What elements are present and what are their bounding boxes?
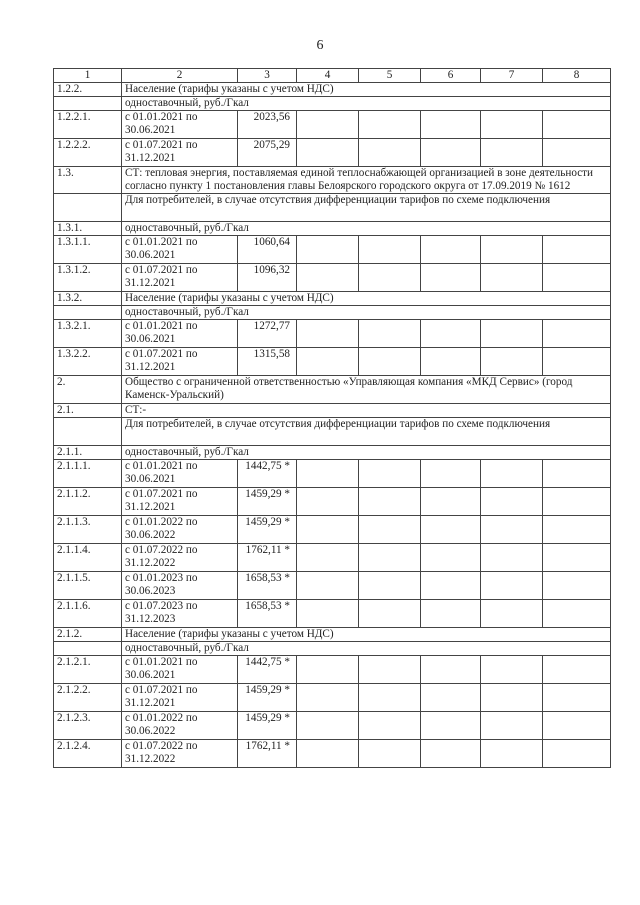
empty-cell	[421, 320, 481, 348]
empty-cell	[543, 740, 611, 768]
empty-cell	[543, 264, 611, 292]
empty-cell	[421, 348, 481, 376]
empty-cell	[421, 712, 481, 740]
section-text: СТ:-	[122, 404, 611, 418]
tariff-value: 1315,58	[238, 348, 297, 376]
empty-cell	[359, 516, 421, 544]
section-text: Для потребителей, в случае отсутствия дифференциации тарифов по схеме подключения	[122, 194, 611, 222]
tariff-value: 1762,11 *	[238, 544, 297, 572]
section-text: Для потребителей, в случае отсутствия дифференциации тарифов по схеме подключения	[122, 418, 611, 446]
tariff-value: 1459,29 *	[238, 684, 297, 712]
section-text: Общество с ограниченной ответственностью «Управляющая компания «МКД Сервис» (город Каменск-Уральский)	[122, 376, 611, 404]
empty-cell	[543, 320, 611, 348]
row-code: 2.1.1.3.	[54, 516, 122, 544]
tariff-value: 1442,75 *	[238, 656, 297, 684]
empty-cell	[543, 488, 611, 516]
empty-cell	[421, 572, 481, 600]
empty-cell	[481, 600, 543, 628]
empty-cell	[481, 348, 543, 376]
row-code: 2.1.1.	[54, 446, 122, 460]
row-code: 1.3.2.2.	[54, 348, 122, 376]
period-cell: с 01.07.2023 по 31.12.2023	[122, 600, 238, 628]
empty-cell	[543, 712, 611, 740]
section-row	[54, 418, 611, 446]
period-cell: с 01.07.2022 по 31.12.2022	[122, 740, 238, 768]
empty-cell	[543, 544, 611, 572]
empty-cell	[481, 236, 543, 264]
period-cell: с 01.07.2021 по 31.12.2021	[122, 139, 238, 167]
section-text: СТ: тепловая энергия, поставляемая единой теплоснабжающей организацией в зоне деятельности согласно пункту 1 постановления главы Белоярского городского округа от 17.09.2019 № 1612	[122, 167, 611, 194]
table-row	[54, 460, 611, 488]
period-cell: с 01.07.2021 по 31.12.2021	[122, 348, 238, 376]
empty-cell	[543, 348, 611, 376]
empty-cell	[297, 712, 359, 740]
empty-cell	[297, 600, 359, 628]
header-cell: 4	[297, 69, 359, 83]
empty-cell	[421, 656, 481, 684]
empty-cell	[481, 111, 543, 139]
section-text: Население (тарифы указаны с учетом НДС)	[122, 628, 611, 642]
row-code: 2.1.2.	[54, 628, 122, 642]
empty-cell	[421, 139, 481, 167]
table-row	[54, 264, 611, 292]
empty-cell	[481, 712, 543, 740]
empty-cell	[359, 572, 421, 600]
empty-cell	[297, 488, 359, 516]
tariff-value: 1459,29 *	[238, 516, 297, 544]
empty-cell	[297, 684, 359, 712]
section-text: одноставочный, руб./Гкал	[122, 222, 611, 236]
empty-cell	[421, 544, 481, 572]
table-row	[54, 488, 611, 516]
row-code	[54, 306, 122, 320]
section-row	[54, 376, 611, 404]
section-row	[54, 222, 611, 236]
row-code: 1.3.1.1.	[54, 236, 122, 264]
empty-cell	[421, 488, 481, 516]
header-cell: 2	[122, 69, 238, 83]
empty-cell	[297, 139, 359, 167]
table-row	[54, 236, 611, 264]
empty-cell	[543, 111, 611, 139]
tariff-value: 1658,53 *	[238, 572, 297, 600]
tariff-value: 1442,75 *	[238, 460, 297, 488]
empty-cell	[297, 320, 359, 348]
empty-cell	[421, 236, 481, 264]
period-cell: с 01.01.2021 по 30.06.2021	[122, 320, 238, 348]
row-code: 1.3.1.	[54, 222, 122, 236]
table-row	[54, 516, 611, 544]
empty-cell	[543, 572, 611, 600]
section-text: одноставочный, руб./Гкал	[122, 446, 611, 460]
empty-cell	[543, 236, 611, 264]
row-code: 2.1.1.2.	[54, 488, 122, 516]
page-number: 6	[316, 38, 324, 53]
header-cell: 3	[238, 69, 297, 83]
empty-cell	[421, 264, 481, 292]
empty-cell	[297, 516, 359, 544]
table-row	[54, 111, 611, 139]
empty-cell	[359, 320, 421, 348]
empty-cell	[359, 264, 421, 292]
empty-cell	[359, 488, 421, 516]
header-cell: 8	[543, 69, 611, 83]
row-code	[54, 194, 122, 222]
empty-cell	[421, 516, 481, 544]
empty-cell	[359, 544, 421, 572]
empty-cell	[543, 600, 611, 628]
row-code: 2.1.1.4.	[54, 544, 122, 572]
empty-cell	[359, 111, 421, 139]
empty-cell	[359, 460, 421, 488]
tariff-value: 1762,11 *	[238, 740, 297, 768]
table-row	[54, 656, 611, 684]
empty-cell	[421, 684, 481, 712]
empty-cell	[543, 684, 611, 712]
empty-cell	[297, 460, 359, 488]
empty-cell	[297, 544, 359, 572]
table-row	[54, 348, 611, 376]
section-text: Население (тарифы указаны с учетом НДС)	[122, 292, 611, 306]
empty-cell	[481, 572, 543, 600]
empty-cell	[481, 516, 543, 544]
empty-cell	[421, 111, 481, 139]
empty-cell	[481, 740, 543, 768]
empty-cell	[359, 656, 421, 684]
empty-cell	[481, 488, 543, 516]
section-row	[54, 167, 611, 194]
row-code: 2.1.2.3.	[54, 712, 122, 740]
tariff-value: 1459,29 *	[238, 488, 297, 516]
row-code: 2.1.2.1.	[54, 656, 122, 684]
table-row	[54, 572, 611, 600]
empty-cell	[481, 320, 543, 348]
table-row	[54, 600, 611, 628]
empty-cell	[481, 139, 543, 167]
empty-cell	[421, 600, 481, 628]
empty-cell	[359, 712, 421, 740]
period-cell: с 01.01.2021 по 30.06.2021	[122, 460, 238, 488]
period-cell: с 01.07.2021 по 31.12.2021	[122, 264, 238, 292]
row-code: 1.2.2.	[54, 83, 122, 97]
empty-cell	[359, 740, 421, 768]
empty-cell	[297, 572, 359, 600]
period-cell: с 01.07.2022 по 31.12.2022	[122, 544, 238, 572]
empty-cell	[359, 600, 421, 628]
empty-cell	[543, 656, 611, 684]
table-row	[54, 320, 611, 348]
tariff-value: 2075,29	[238, 139, 297, 167]
empty-cell	[359, 139, 421, 167]
row-code: 2.1.2.4.	[54, 740, 122, 768]
section-row	[54, 642, 611, 656]
header-cell: 5	[359, 69, 421, 83]
table-header-row	[54, 69, 611, 83]
section-text: одноставочный, руб./Гкал	[122, 97, 611, 111]
empty-cell	[543, 516, 611, 544]
period-cell: с 01.01.2022 по 30.06.2022	[122, 712, 238, 740]
empty-cell	[297, 348, 359, 376]
row-code: 1.3.1.2.	[54, 264, 122, 292]
empty-cell	[297, 656, 359, 684]
table-row	[54, 544, 611, 572]
section-row	[54, 83, 611, 97]
table-row	[54, 740, 611, 768]
row-code: 2.1.1.1.	[54, 460, 122, 488]
period-cell: с 01.01.2021 по 30.06.2021	[122, 111, 238, 139]
row-code: 1.2.2.2.	[54, 139, 122, 167]
row-code	[54, 97, 122, 111]
table-row	[54, 712, 611, 740]
tariff-table	[53, 68, 611, 768]
empty-cell	[481, 684, 543, 712]
empty-cell	[297, 740, 359, 768]
row-code	[54, 418, 122, 446]
period-cell: с 01.01.2022 по 30.06.2022	[122, 516, 238, 544]
row-code: 1.2.2.1.	[54, 111, 122, 139]
row-code: 1.3.2.	[54, 292, 122, 306]
section-row	[54, 446, 611, 460]
table-row	[54, 684, 611, 712]
empty-cell	[359, 684, 421, 712]
section-row	[54, 194, 611, 222]
empty-cell	[481, 544, 543, 572]
tariff-value: 1658,53 *	[238, 600, 297, 628]
period-cell: с 01.01.2021 по 30.06.2021	[122, 236, 238, 264]
row-code: 1.3.	[54, 167, 122, 194]
empty-cell	[359, 348, 421, 376]
table-row	[54, 139, 611, 167]
empty-cell	[297, 111, 359, 139]
empty-cell	[297, 236, 359, 264]
section-text: одноставочный, руб./Гкал	[122, 306, 611, 320]
row-code: 2.	[54, 376, 122, 404]
row-code: 2.1.	[54, 404, 122, 418]
header-cell: 1	[54, 69, 122, 83]
header-cell: 7	[481, 69, 543, 83]
section-row	[54, 292, 611, 306]
tariff-value: 1459,29 *	[238, 712, 297, 740]
empty-cell	[543, 460, 611, 488]
header-cell: 6	[421, 69, 481, 83]
empty-cell	[481, 656, 543, 684]
row-code	[54, 642, 122, 656]
empty-cell	[543, 139, 611, 167]
empty-cell	[359, 236, 421, 264]
tariff-value: 2023,56	[238, 111, 297, 139]
empty-cell	[297, 264, 359, 292]
period-cell: с 01.07.2021 по 31.12.2021	[122, 488, 238, 516]
section-row	[54, 404, 611, 418]
empty-cell	[421, 740, 481, 768]
row-code: 2.1.2.2.	[54, 684, 122, 712]
period-cell: с 01.07.2021 по 31.12.2021	[122, 684, 238, 712]
tariff-value: 1060,64	[238, 236, 297, 264]
section-row	[54, 306, 611, 320]
section-row	[54, 97, 611, 111]
period-cell: с 01.01.2023 по 30.06.2023	[122, 572, 238, 600]
empty-cell	[481, 264, 543, 292]
empty-cell	[421, 460, 481, 488]
empty-cell	[481, 460, 543, 488]
section-text: одноставочный, руб./Гкал	[122, 642, 611, 656]
row-code: 1.3.2.1.	[54, 320, 122, 348]
row-code: 2.1.1.6.	[54, 600, 122, 628]
period-cell: с 01.01.2021 по 30.06.2021	[122, 656, 238, 684]
tariff-value: 1096,32	[238, 264, 297, 292]
section-row	[54, 628, 611, 642]
tariff-value: 1272,77	[238, 320, 297, 348]
row-code: 2.1.1.5.	[54, 572, 122, 600]
section-text: Население (тарифы указаны с учетом НДС)	[122, 83, 611, 97]
